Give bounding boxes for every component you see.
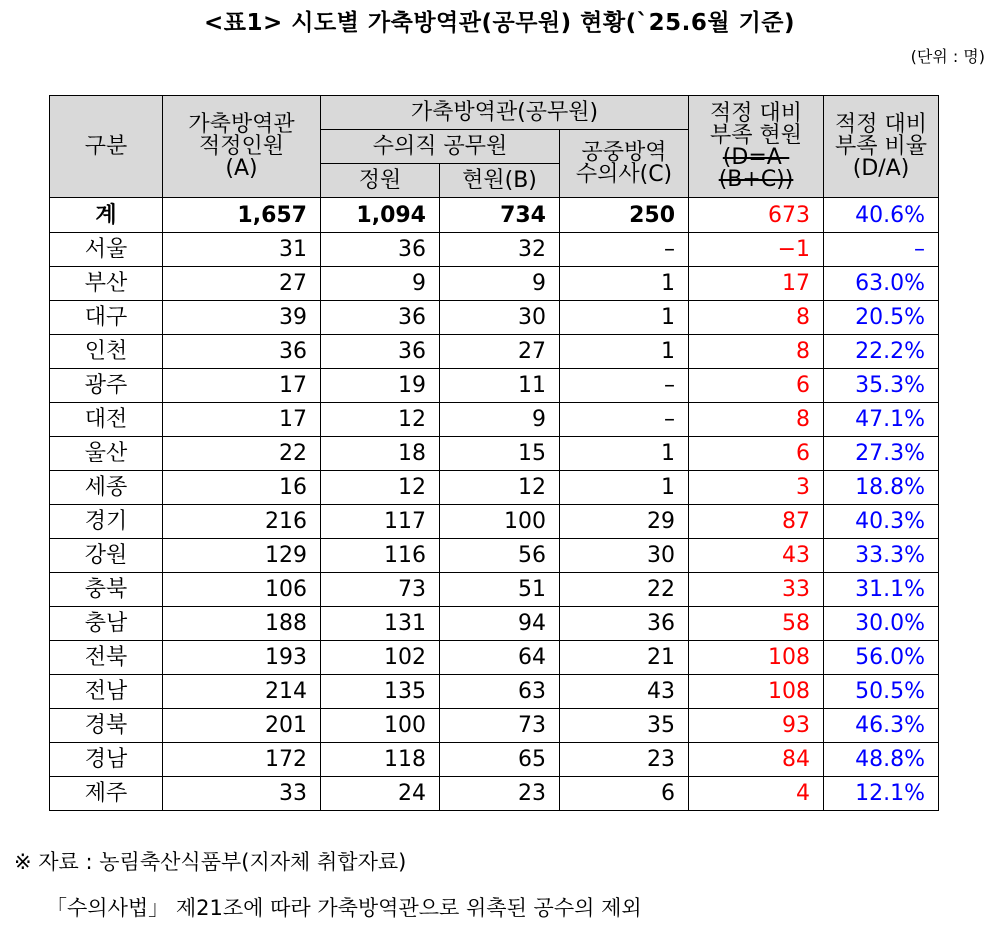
region-shortage: 84 <box>689 743 824 777</box>
region-name: 부산 <box>50 267 163 301</box>
region-public-vet: 35 <box>560 709 689 743</box>
region-fixed: 9 <box>321 267 440 301</box>
exclusion-note: 「수의사법」 제21조에 따라 가축방역관으로 위촉된 공수의 제외 <box>46 896 642 920</box>
region-current: 56 <box>440 539 560 573</box>
region-public-vet: 22 <box>560 573 689 607</box>
table-row <box>50 233 939 267</box>
region-shortage: 8 <box>689 301 824 335</box>
region-current: 100 <box>440 505 560 539</box>
region-fixed: 102 <box>321 641 440 675</box>
region-quota: 39 <box>163 301 321 335</box>
table-row <box>50 573 939 607</box>
region-fixed: 12 <box>321 471 440 505</box>
region-ratio: 31.1% <box>824 573 939 607</box>
region-quota: 188 <box>163 607 321 641</box>
region-shortage: 58 <box>689 607 824 641</box>
region-current: 15 <box>440 437 560 471</box>
region-ratio: 47.1% <box>824 403 939 437</box>
header-current: 현원(B) <box>440 164 560 198</box>
header-officers-group: 가축방역관(공무원) <box>321 96 689 130</box>
region-public-vet: 1 <box>560 301 689 335</box>
region-fixed: 12 <box>321 403 440 437</box>
region-current: 11 <box>440 369 560 403</box>
table-row <box>50 641 939 675</box>
region-ratio: 30.0% <box>824 607 939 641</box>
region-public-vet: 23 <box>560 743 689 777</box>
region-shortage: 108 <box>689 641 824 675</box>
table-row <box>50 301 939 335</box>
header-quota: 가축방역관 적정인원 (A) <box>163 96 321 198</box>
header-shortage: 적정 대비 부족 현원 (D=A-(B+C)) <box>689 96 824 198</box>
region-shortage: 6 <box>689 437 824 471</box>
table-row <box>50 505 939 539</box>
total-current: 734 <box>440 198 560 233</box>
total-ratio: 40.6% <box>824 198 939 233</box>
header-fixed: 정원 <box>321 164 440 198</box>
region-shortage: 4 <box>689 777 824 811</box>
region-ratio: 48.8% <box>824 743 939 777</box>
region-shortage: 108 <box>689 675 824 709</box>
table-row <box>50 267 939 301</box>
region-name: 대전 <box>50 403 163 437</box>
region-current: 51 <box>440 573 560 607</box>
region-ratio: 56.0% <box>824 641 939 675</box>
table-row <box>50 743 939 777</box>
region-rows <box>50 233 939 811</box>
region-current: 9 <box>440 267 560 301</box>
status-table <box>49 95 939 811</box>
region-name: 충남 <box>50 607 163 641</box>
region-name: 강원 <box>50 539 163 573</box>
header-public-vet: 공중방역 수의사(C) <box>560 130 689 198</box>
header-category: 구분 <box>50 96 163 198</box>
region-name: 경북 <box>50 709 163 743</box>
region-fixed: 100 <box>321 709 440 743</box>
region-ratio: 40.3% <box>824 505 939 539</box>
region-name: 세종 <box>50 471 163 505</box>
region-quota: 193 <box>163 641 321 675</box>
region-public-vet: – <box>560 369 689 403</box>
region-fixed: 18 <box>321 437 440 471</box>
source-note: ※ 자료 : 농림축산식품부(지자체 취합자료) <box>14 850 407 874</box>
unit-label: (단위 : 명) <box>910 47 985 66</box>
table-row <box>50 539 939 573</box>
region-shortage: −1 <box>689 233 824 267</box>
region-shortage: 8 <box>689 403 824 437</box>
region-shortage: 8 <box>689 335 824 369</box>
region-public-vet: 21 <box>560 641 689 675</box>
region-current: 32 <box>440 233 560 267</box>
region-public-vet: 1 <box>560 335 689 369</box>
region-quota: 22 <box>163 437 321 471</box>
region-fixed: 135 <box>321 675 440 709</box>
region-current: 9 <box>440 403 560 437</box>
region-quota: 216 <box>163 505 321 539</box>
region-shortage: 33 <box>689 573 824 607</box>
region-public-vet: 36 <box>560 607 689 641</box>
region-public-vet: – <box>560 233 689 267</box>
region-current: 30 <box>440 301 560 335</box>
region-ratio: 50.5% <box>824 675 939 709</box>
table-row <box>50 709 939 743</box>
region-ratio: 20.5% <box>824 301 939 335</box>
region-name: 전남 <box>50 675 163 709</box>
region-quota: 33 <box>163 777 321 811</box>
header-vet-officials: 수의직 공무원 <box>321 130 560 164</box>
region-shortage: 87 <box>689 505 824 539</box>
region-name: 대구 <box>50 301 163 335</box>
table-row <box>50 437 939 471</box>
region-current: 94 <box>440 607 560 641</box>
region-ratio: 18.8% <box>824 471 939 505</box>
region-name: 경남 <box>50 743 163 777</box>
region-public-vet: 1 <box>560 437 689 471</box>
region-name: 전북 <box>50 641 163 675</box>
region-quota: 17 <box>163 369 321 403</box>
table-row <box>50 607 939 641</box>
region-public-vet: 43 <box>560 675 689 709</box>
region-quota: 31 <box>163 233 321 267</box>
region-public-vet: 29 <box>560 505 689 539</box>
region-shortage: 6 <box>689 369 824 403</box>
region-name: 충북 <box>50 573 163 607</box>
region-current: 65 <box>440 743 560 777</box>
table-row <box>50 675 939 709</box>
region-public-vet: 1 <box>560 267 689 301</box>
region-fixed: 131 <box>321 607 440 641</box>
region-public-vet: – <box>560 403 689 437</box>
table-row <box>50 777 939 811</box>
region-ratio: 27.3% <box>824 437 939 471</box>
table-row <box>50 471 939 505</box>
total-quota: 1,657 <box>163 198 321 233</box>
region-shortage: 17 <box>689 267 824 301</box>
total-fixed: 1,094 <box>321 198 440 233</box>
region-current: 27 <box>440 335 560 369</box>
region-quota: 106 <box>163 573 321 607</box>
region-current: 12 <box>440 471 560 505</box>
region-fixed: 117 <box>321 505 440 539</box>
region-current: 23 <box>440 777 560 811</box>
region-fixed: 116 <box>321 539 440 573</box>
region-name: 인천 <box>50 335 163 369</box>
total-public-vet: 250 <box>560 198 689 233</box>
region-name: 제주 <box>50 777 163 811</box>
region-fixed: 24 <box>321 777 440 811</box>
region-ratio: 33.3% <box>824 539 939 573</box>
region-current: 64 <box>440 641 560 675</box>
region-current: 73 <box>440 709 560 743</box>
region-shortage: 43 <box>689 539 824 573</box>
region-quota: 172 <box>163 743 321 777</box>
region-quota: 214 <box>163 675 321 709</box>
region-quota: 129 <box>163 539 321 573</box>
table-row <box>50 335 939 369</box>
region-public-vet: 30 <box>560 539 689 573</box>
region-fixed: 36 <box>321 301 440 335</box>
region-ratio: 63.0% <box>824 267 939 301</box>
table-title: <표1> 시도별 가축방역관(공무원) 현황(`25.6월 기준) <box>203 10 796 36</box>
header-ratio: 적정 대비 부족 비율 (D/A) <box>824 96 939 198</box>
region-quota: 17 <box>163 403 321 437</box>
region-ratio: 22.2% <box>824 335 939 369</box>
total-shortage: 673 <box>689 198 824 233</box>
region-fixed: 118 <box>321 743 440 777</box>
region-name: 경기 <box>50 505 163 539</box>
region-public-vet: 6 <box>560 777 689 811</box>
region-shortage: 93 <box>689 709 824 743</box>
region-fixed: 36 <box>321 335 440 369</box>
table-row <box>50 403 939 437</box>
region-quota: 36 <box>163 335 321 369</box>
table-row <box>50 369 939 403</box>
region-ratio: – <box>824 233 939 267</box>
total-row <box>50 198 939 233</box>
region-name: 울산 <box>50 437 163 471</box>
region-quota: 16 <box>163 471 321 505</box>
region-quota: 201 <box>163 709 321 743</box>
region-shortage: 3 <box>689 471 824 505</box>
region-ratio: 35.3% <box>824 369 939 403</box>
region-fixed: 19 <box>321 369 440 403</box>
total-label: 계 <box>50 198 163 233</box>
region-name: 서울 <box>50 233 163 267</box>
region-quota: 27 <box>163 267 321 301</box>
region-ratio: 46.3% <box>824 709 939 743</box>
region-ratio: 12.1% <box>824 777 939 811</box>
region-fixed: 36 <box>321 233 440 267</box>
region-name: 광주 <box>50 369 163 403</box>
region-current: 63 <box>440 675 560 709</box>
region-fixed: 73 <box>321 573 440 607</box>
region-public-vet: 1 <box>560 471 689 505</box>
